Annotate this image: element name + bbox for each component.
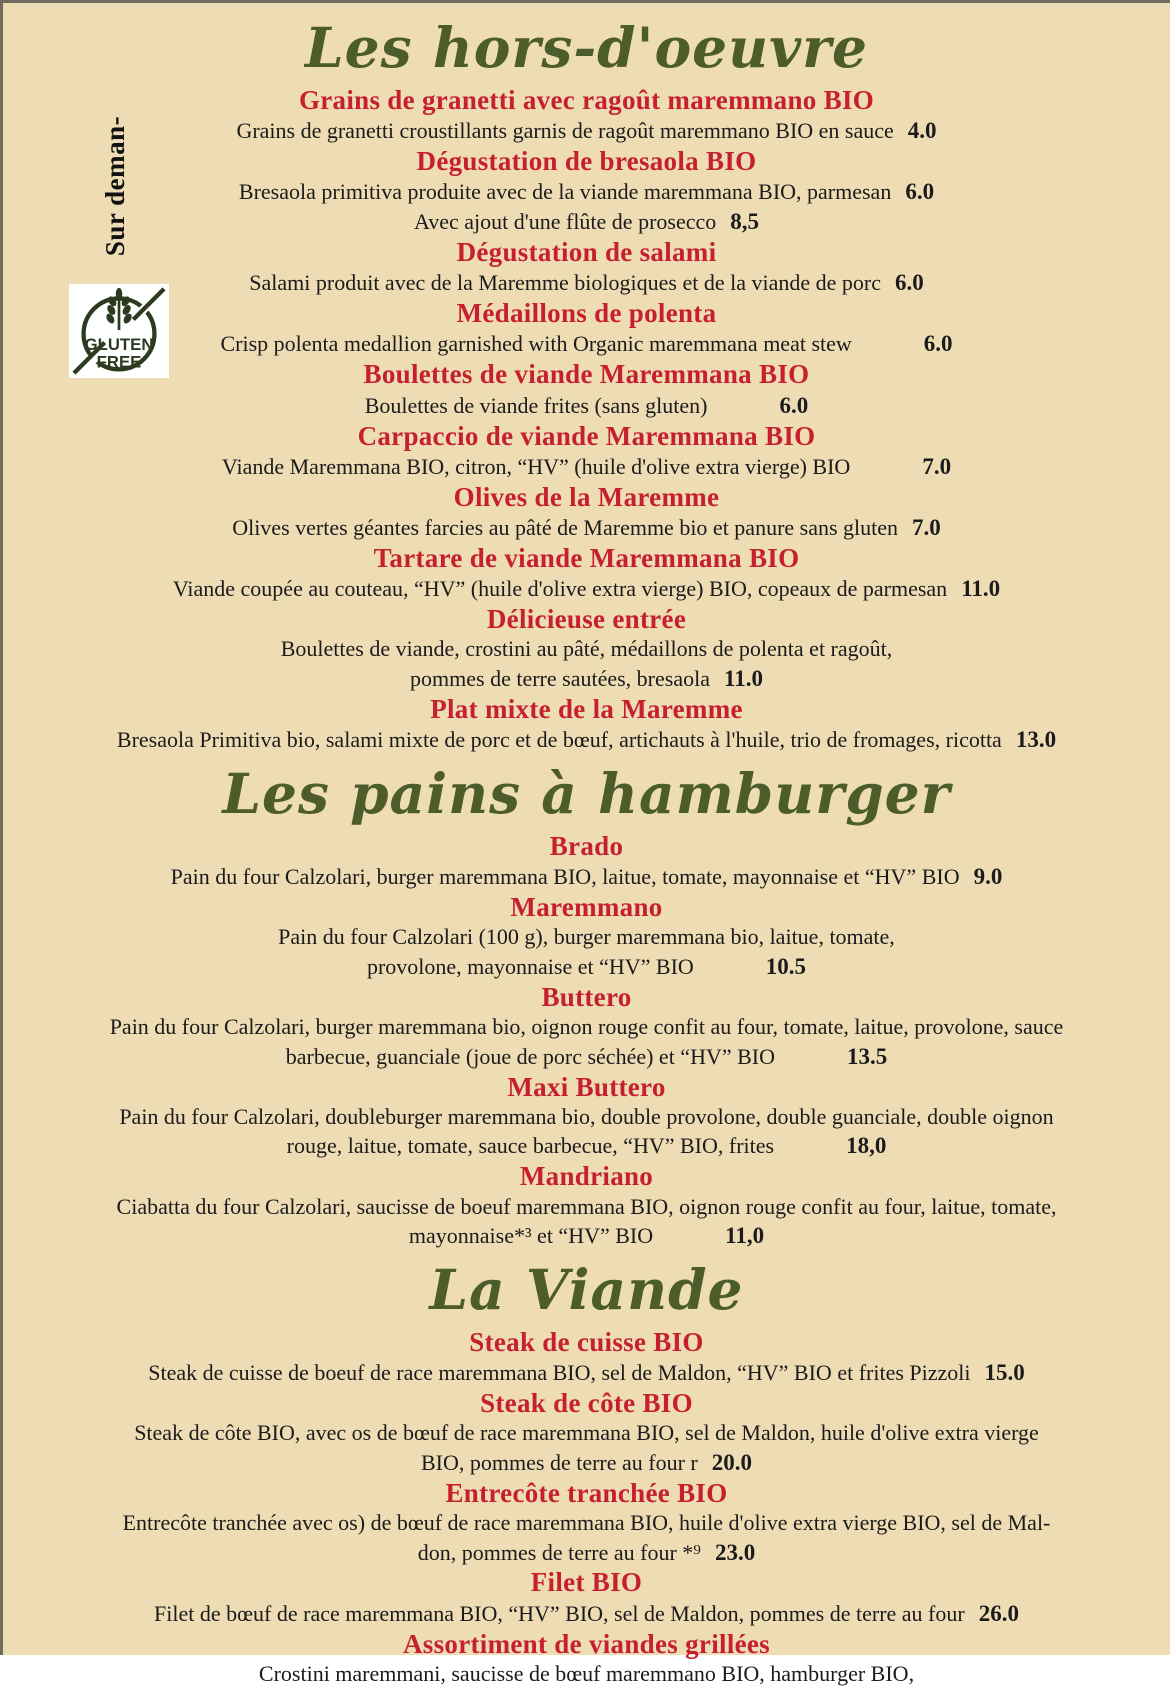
line-text: Salami produit avec de la Maremme biologiques et de la viande de porc <box>249 270 881 296</box>
line-text: Viande Maremmana BIO, citron, “HV” (huile d'olive extra vierge) BIO <box>221 453 851 479</box>
menu-item-line <box>3 452 1170 482</box>
line-text: Entrecôte tranchée avec os) de bœuf de race maremmana BIO, huile d'olive extra vierge BIO, sel de Mal- <box>122 1510 1051 1535</box>
line-text: Steak de cuisse de boeuf de race maremmana BIO, sel de Maldon, “HV” BIO et frites Pizzoli <box>148 1360 971 1385</box>
side-note: Sur deman- <box>100 115 130 257</box>
line-text: Crisp polenta medallion garnished with Organic maremmana meat stew <box>220 331 852 357</box>
menu-item-name: Grains de granetti avec ragoût maremmano BIO <box>298 84 875 115</box>
line-text: Olives vertes géantes farcies au pâté de Maremme bio et panure sans gluten <box>232 515 899 541</box>
menu-item-line <box>3 1131 1170 1161</box>
line-text: Pain du four Calzolari, burger maremmana bio, oignon rouge confit au four, tomate, laitue, provolone, sauce <box>109 1014 1064 1040</box>
menu-item-line <box>3 1358 1170 1388</box>
menu-item-name: Brado <box>549 830 624 861</box>
menu-item-price: 4.0 <box>907 117 937 143</box>
menu-item-line <box>3 1599 1170 1629</box>
line-text: BIO, pommes de terre au four r <box>421 1449 698 1475</box>
gluten-free-icon <box>71 286 167 376</box>
menu-item-name: Maremmano <box>510 891 663 922</box>
menu-content <box>3 3 1170 1689</box>
menu-item-price: 6.0 <box>923 331 953 357</box>
menu-item-price: 15.0 <box>984 1360 1025 1385</box>
menu-item-name: Entrecôte tranchée BIO <box>445 1477 728 1508</box>
menu-item-price: 11.0 <box>723 666 763 692</box>
menu-item-name: Olives de la Maremme <box>453 481 720 512</box>
line-text: rouge, laitue, tomate, sauce barbecue, “HV” BIO, frites <box>286 1133 775 1159</box>
gluten-free-badge <box>69 284 169 378</box>
menu-item-price: 13.0 <box>1015 727 1057 753</box>
menu-item-line <box>3 391 1170 421</box>
line-text: mayonnaise*³ et “HV” BIO <box>408 1223 654 1249</box>
line-text: Viande coupée au couteau, “HV” (huile d'olive extra vierge) BIO, copeaux de parmesan <box>172 576 948 602</box>
line-text: Crostini maremmani, saucisse de bœuf maremmano BIO, hamburger BIO, <box>258 1661 915 1686</box>
line-text: provolone, mayonnaise et “HV” BIO <box>366 953 694 979</box>
line-text: barbecue, guanciale (joue de porc séchée) et “HV” BIO <box>285 1043 775 1069</box>
menu-item-price: 13.5 <box>847 1043 888 1069</box>
line-text: Pain du four Calzolari, burger maremmana BIO, laitue, tomate, mayonnaise et “HV” BIO <box>170 864 960 890</box>
menu-item-name: Médaillons de polenta <box>456 298 717 329</box>
menu-item-line <box>3 574 1170 604</box>
menu-item-line <box>3 1013 1170 1042</box>
menu-item-price: 20.0 <box>711 1449 752 1475</box>
menu-item-line <box>3 1509 1170 1538</box>
line-text: Bresaola Primitiva bio, salami mixte de porc et de bœuf, artichauts à l'huile, trio de fromages, ricotta <box>116 727 1002 753</box>
menu-item-name: Maxi Buttero <box>507 1071 666 1102</box>
menu-item-line <box>3 177 1170 207</box>
menu-item-price: 6.0 <box>905 179 935 205</box>
menu-item-name: Délicieuse entrée <box>486 604 687 635</box>
menu-item-line <box>3 1538 1170 1568</box>
line-text: Pain du four Calzolari (100 g), burger maremmana bio, laitue, tomate, <box>278 924 895 950</box>
menu-item-price: 18,0 <box>846 1133 887 1159</box>
section-title: Les hors-d'oeuvre <box>304 15 869 80</box>
menu-item-name: Boulettes de viande Maremmana BIO <box>363 359 810 390</box>
menu-item-price: 11,0 <box>725 1223 765 1249</box>
menu-item-line <box>3 1221 1170 1251</box>
menu-item-line <box>3 1042 1170 1072</box>
menu-item-line <box>3 635 1170 664</box>
menu-item-name: Steak de cuisse BIO <box>469 1326 704 1357</box>
menu-item-price: 10.5 <box>765 953 807 979</box>
menu-item-line <box>3 1419 1170 1448</box>
menu-item-price: 11.0 <box>961 576 1001 602</box>
menu-item-line <box>3 329 1170 359</box>
line-text: Grains de granetti croustillants garnis de ragoût maremmano BIO en sauce <box>236 117 894 143</box>
menu-item-price: 7.0 <box>912 515 941 541</box>
menu-item-name: Buttero <box>541 981 632 1012</box>
menu-item-name: Steak de côte BIO <box>480 1387 693 1418</box>
line-text: Bresaola primitiva produite avec de la viande maremmana BIO, parmesan <box>238 179 892 205</box>
menu-item-name: Filet BIO <box>530 1567 643 1598</box>
line-text: Steak de côte BIO, avec os de bœuf de race maremmana BIO, sel de Maldon, huile d'olive extra vierge <box>134 1420 1039 1446</box>
line-text: Pain du four Calzolari, doubleburger maremmana bio, double provolone, double guanciale, double oignon <box>119 1103 1054 1129</box>
gluten-badge-line2: FREE <box>96 352 142 372</box>
line-text: don, pommes de terre au four *⁹ <box>417 1539 701 1565</box>
menu-item-price: 9.0 <box>973 864 1003 890</box>
menu-item-line <box>3 923 1170 952</box>
menu-item-line <box>3 664 1170 694</box>
line-text: Ciabatta du four Calzolari, saucisse de boeuf maremmana BIO, oignon rouge confit au four, laitue, tomate, <box>116 1193 1057 1219</box>
menu-item-line <box>3 725 1170 755</box>
menu-item-line <box>3 268 1170 298</box>
menu-item-price: 26.0 <box>978 1600 1019 1626</box>
menu-item-line <box>3 1193 1170 1222</box>
menu-item-price: 8,5 <box>730 209 759 234</box>
menu-item-name: Dégustation de salami <box>456 236 717 267</box>
menu-item-line <box>3 1103 1170 1132</box>
menu-item-name: Dégustation de bresaola BIO <box>416 145 757 176</box>
line-text: Avec ajout d'une flûte de prosecco <box>413 209 717 234</box>
menu-item-line <box>3 513 1170 543</box>
menu-item-line <box>3 207 1170 237</box>
line-text: pommes de terre sautées, bresaola <box>410 666 710 692</box>
line-text: Filet de bœuf de race maremmana BIO, “HV” BIO, sel de Maldon, pommes de terre au four <box>154 1600 965 1626</box>
menu-item-price: 7.0 <box>922 453 952 479</box>
menu-item-name: Mandriano <box>519 1161 654 1192</box>
menu-item-line <box>3 116 1170 146</box>
menu-item-name: Assortiment de viandes grillées <box>402 1628 770 1659</box>
line-text: Boulettes de viande, crostini au pâté, médaillons de polenta et ragoût, <box>280 636 893 662</box>
section-title: La Viande <box>429 1257 744 1323</box>
menu-item-line <box>3 1448 1170 1478</box>
section-title: Les pains à hamburger <box>222 761 951 827</box>
menu-item-name: Carpaccio de viande Maremmana BIO <box>357 420 816 451</box>
menu-item-price: 6.0 <box>779 392 809 418</box>
gluten-badge-line1: GLUTEN <box>84 335 154 355</box>
menu-item-price: 6.0 <box>894 270 924 296</box>
menu-item-name: Plat mixte de la Maremme <box>430 693 743 724</box>
menu-item-line <box>3 952 1170 982</box>
line-text: Boulettes de viande frites (sans gluten) <box>364 392 708 418</box>
menu-item-price: 23.0 <box>714 1539 756 1565</box>
menu-item-line <box>3 862 1170 892</box>
menu-item-line <box>3 1660 1170 1689</box>
menu-item-name: Tartare de viande Maremmana BIO <box>373 542 800 573</box>
